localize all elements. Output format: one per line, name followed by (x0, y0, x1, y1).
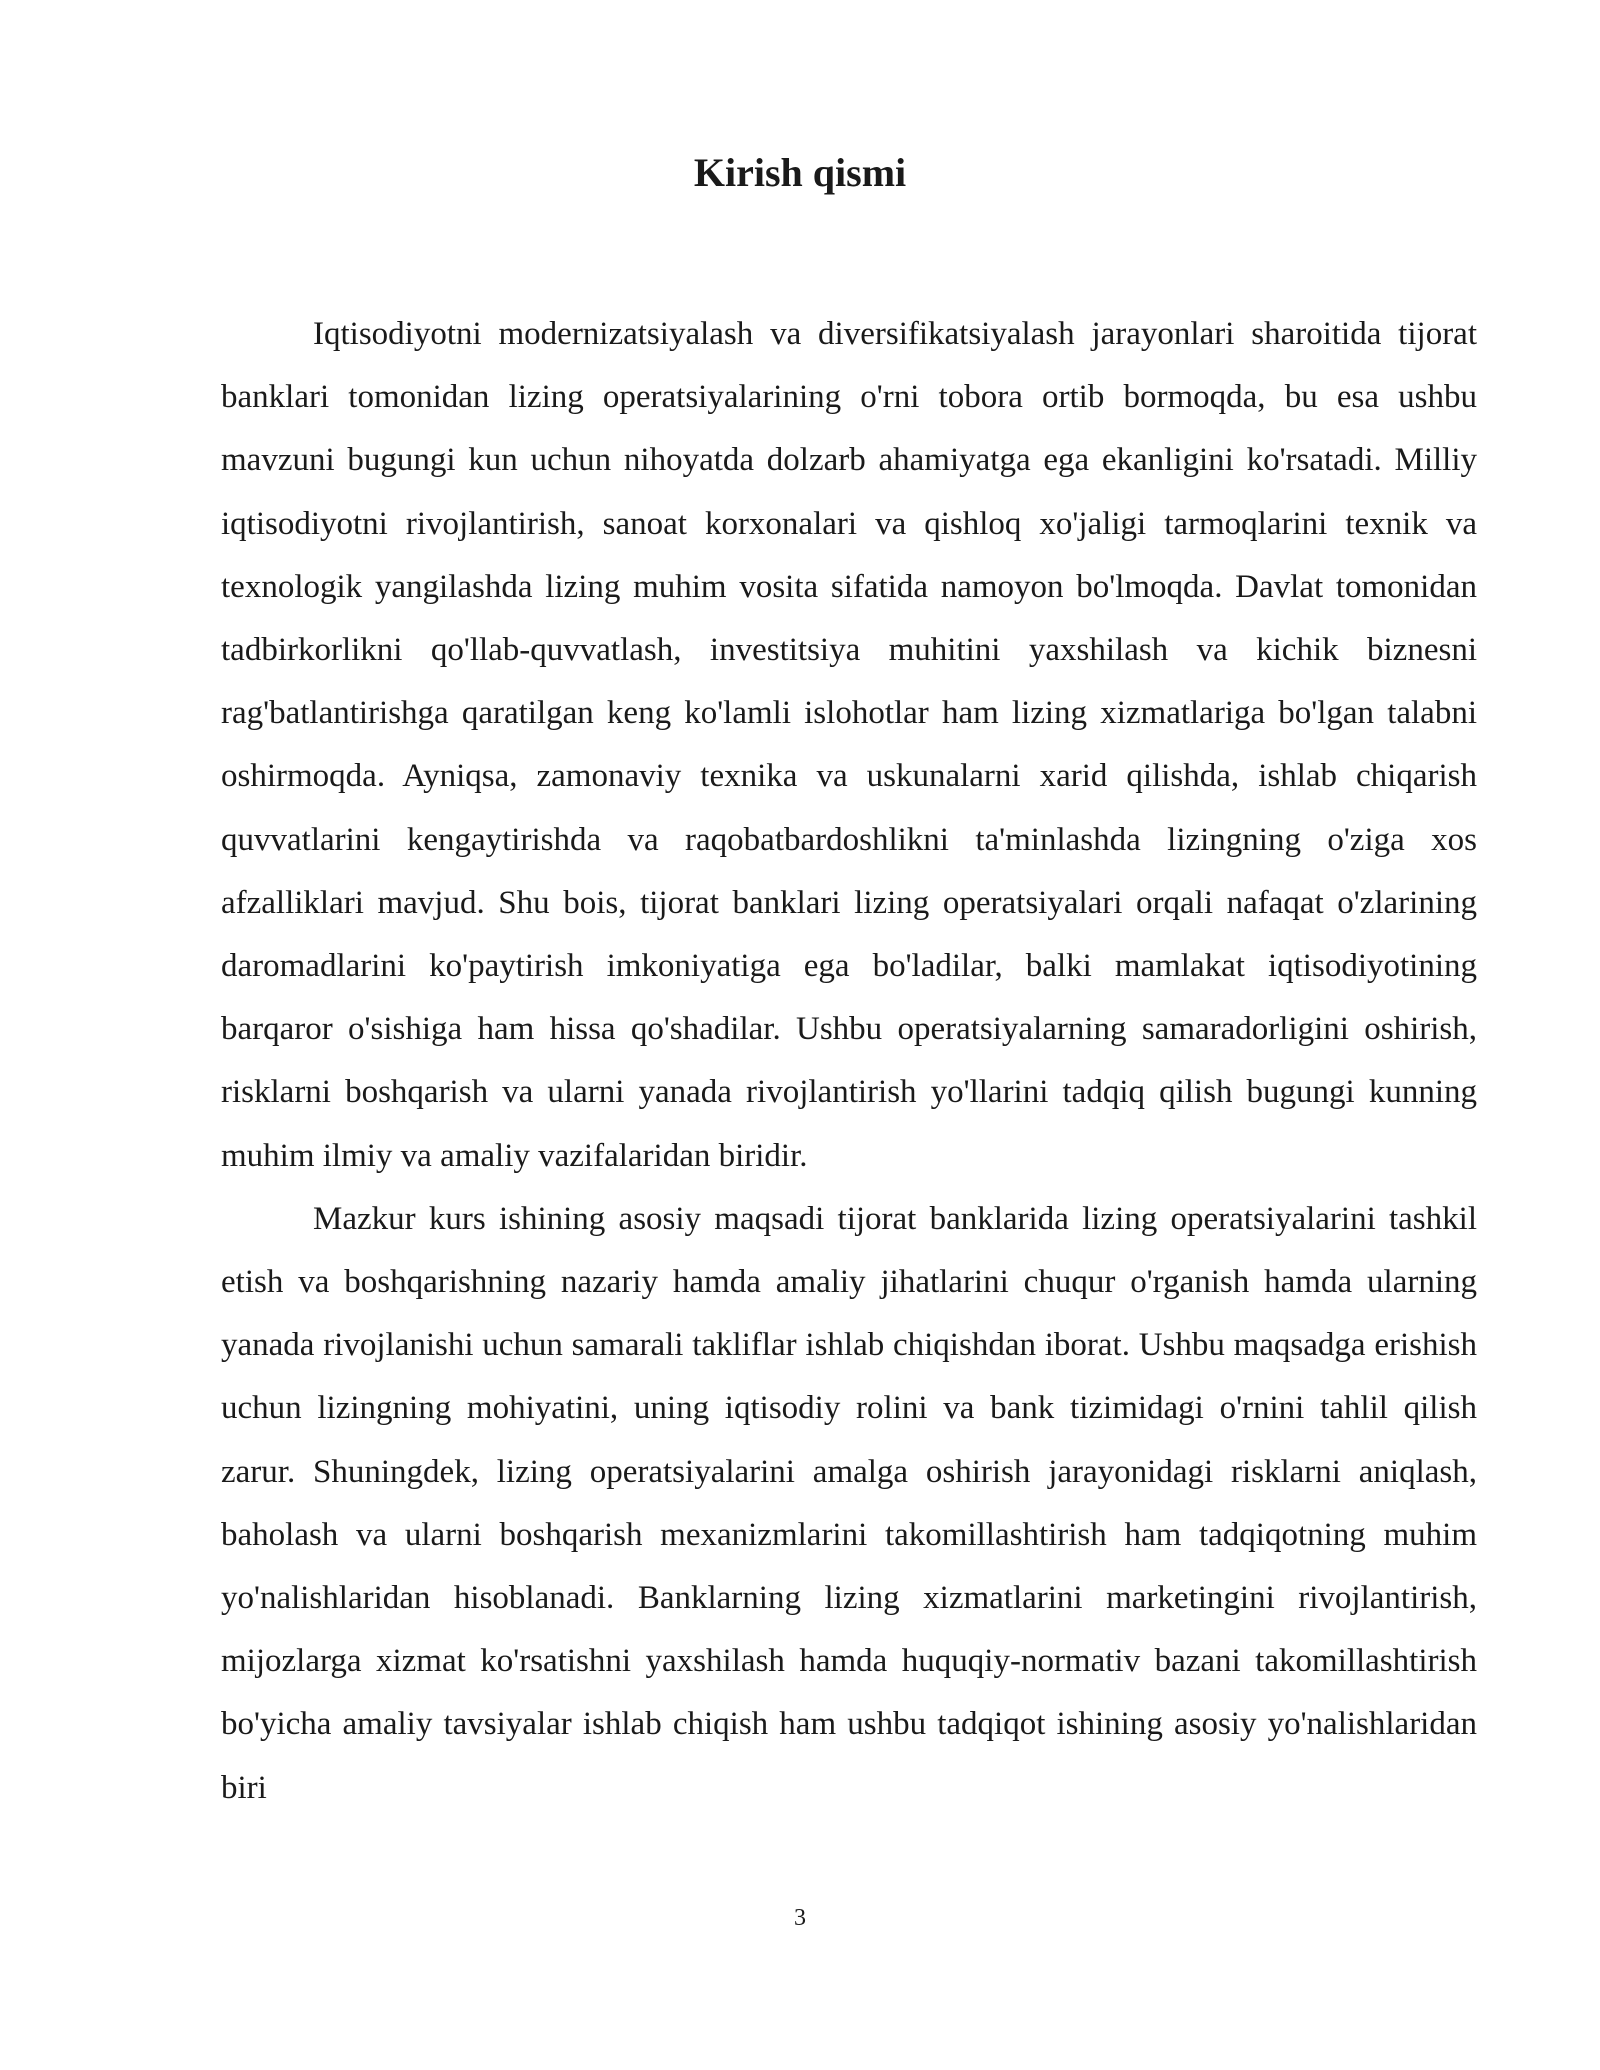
paragraph-introduction: Iqtisodiyotni modernizatsiyalash va diversifikatsiyalash jarayonlari sharoitida tijorat banklari tomonidan lizing operatsiyalarining o'rni tobora ortib bormoqda, bu esa ushbu mavzuni bugungi kun uchun nihoyatda dolzarb ahamiyatga ega ekanligini ko'rsatadi. Milliy iqtisodiyotni rivojlantirish, sanoat korxonalari va qishloq xo'jaligi tarmoqlarini texnik va texnologik yangilashda lizing muhim vosita sifatida namoyon bo'lmoqda. Davlat tomonidan tadbirkorlikni qo'llab-quvvatlash, investitsiya muhitini yaxshilash va kichik biznesni rag'batlantirishga qaratilgan keng ko'lamli islohotlar ham lizing xizmatlariga bo'lgan talabni oshirmoqda. Ayniqsa, zamonaviy texnika va uskunalarni xarid qilishda, ishlab chiqarish quvvatlarini kengaytirishda va raqobatbardoshlikni ta'minlashda lizingning o'ziga xos afzalliklari mavjud. Shu bois, tijorat banklari lizing operatsiyalari orqali nafaqat o'zlarining daromadlarini ko'paytirish imkoniyatiga ega bo'ladilar, balki mamlakat iqtisodiyotining barqaror o'sishiga ham hissa qo'shadilar. Ushbu operatsiyalarning samaradorligini oshirish, risklarni boshqarish va ularni yanada rivojlantirish yo'llarini tadqiq qilish bugungi kunning muhim ilmiy va amaliy vazifalaridan biridir. (221, 316, 1477, 1174)
paragraph-aim: Mazkur kurs ishining asosiy maqsadi tijorat banklarida lizing operatsiyalarini tashkil etish va boshqarishning nazariy hamda amaliy jihatlarini chuqur o'rganish hamda ularning yanada rivojlanishi uchun samarali takliflar ishlab chiqishdan iborat. Ushbu maqsadga erishish uchun lizingning mohiyatini, uning iqtisodiy rolini va bank tizimidagi o'rnini tahlil qilish zarur. Shuningdek, lizing operatsiyalarini amalga oshirish jarayonidagi risklarni aniqlash, baholash va ularni boshqarish mexanizmlarini takomillashtirish ham tadqiqotning muhim yo'nalishlaridan hisoblanadi. Banklarning lizing xizmatlarini marketingini rivojlantirish, mijozlarga xizmat ko'rsatishni yaxshilash hamda huquqiy-normativ bazani takomillashtirish bo'yicha amaliy tavsiyalar ishlab chiqish ham ushbu tadqiqot ishining asosiy yo'nalishlaridan biri (221, 1200, 1477, 1806)
page-title: Kirish qismi (693, 150, 907, 195)
page-number: 3 (794, 1905, 806, 1931)
body-text (221, 303, 1477, 1820)
